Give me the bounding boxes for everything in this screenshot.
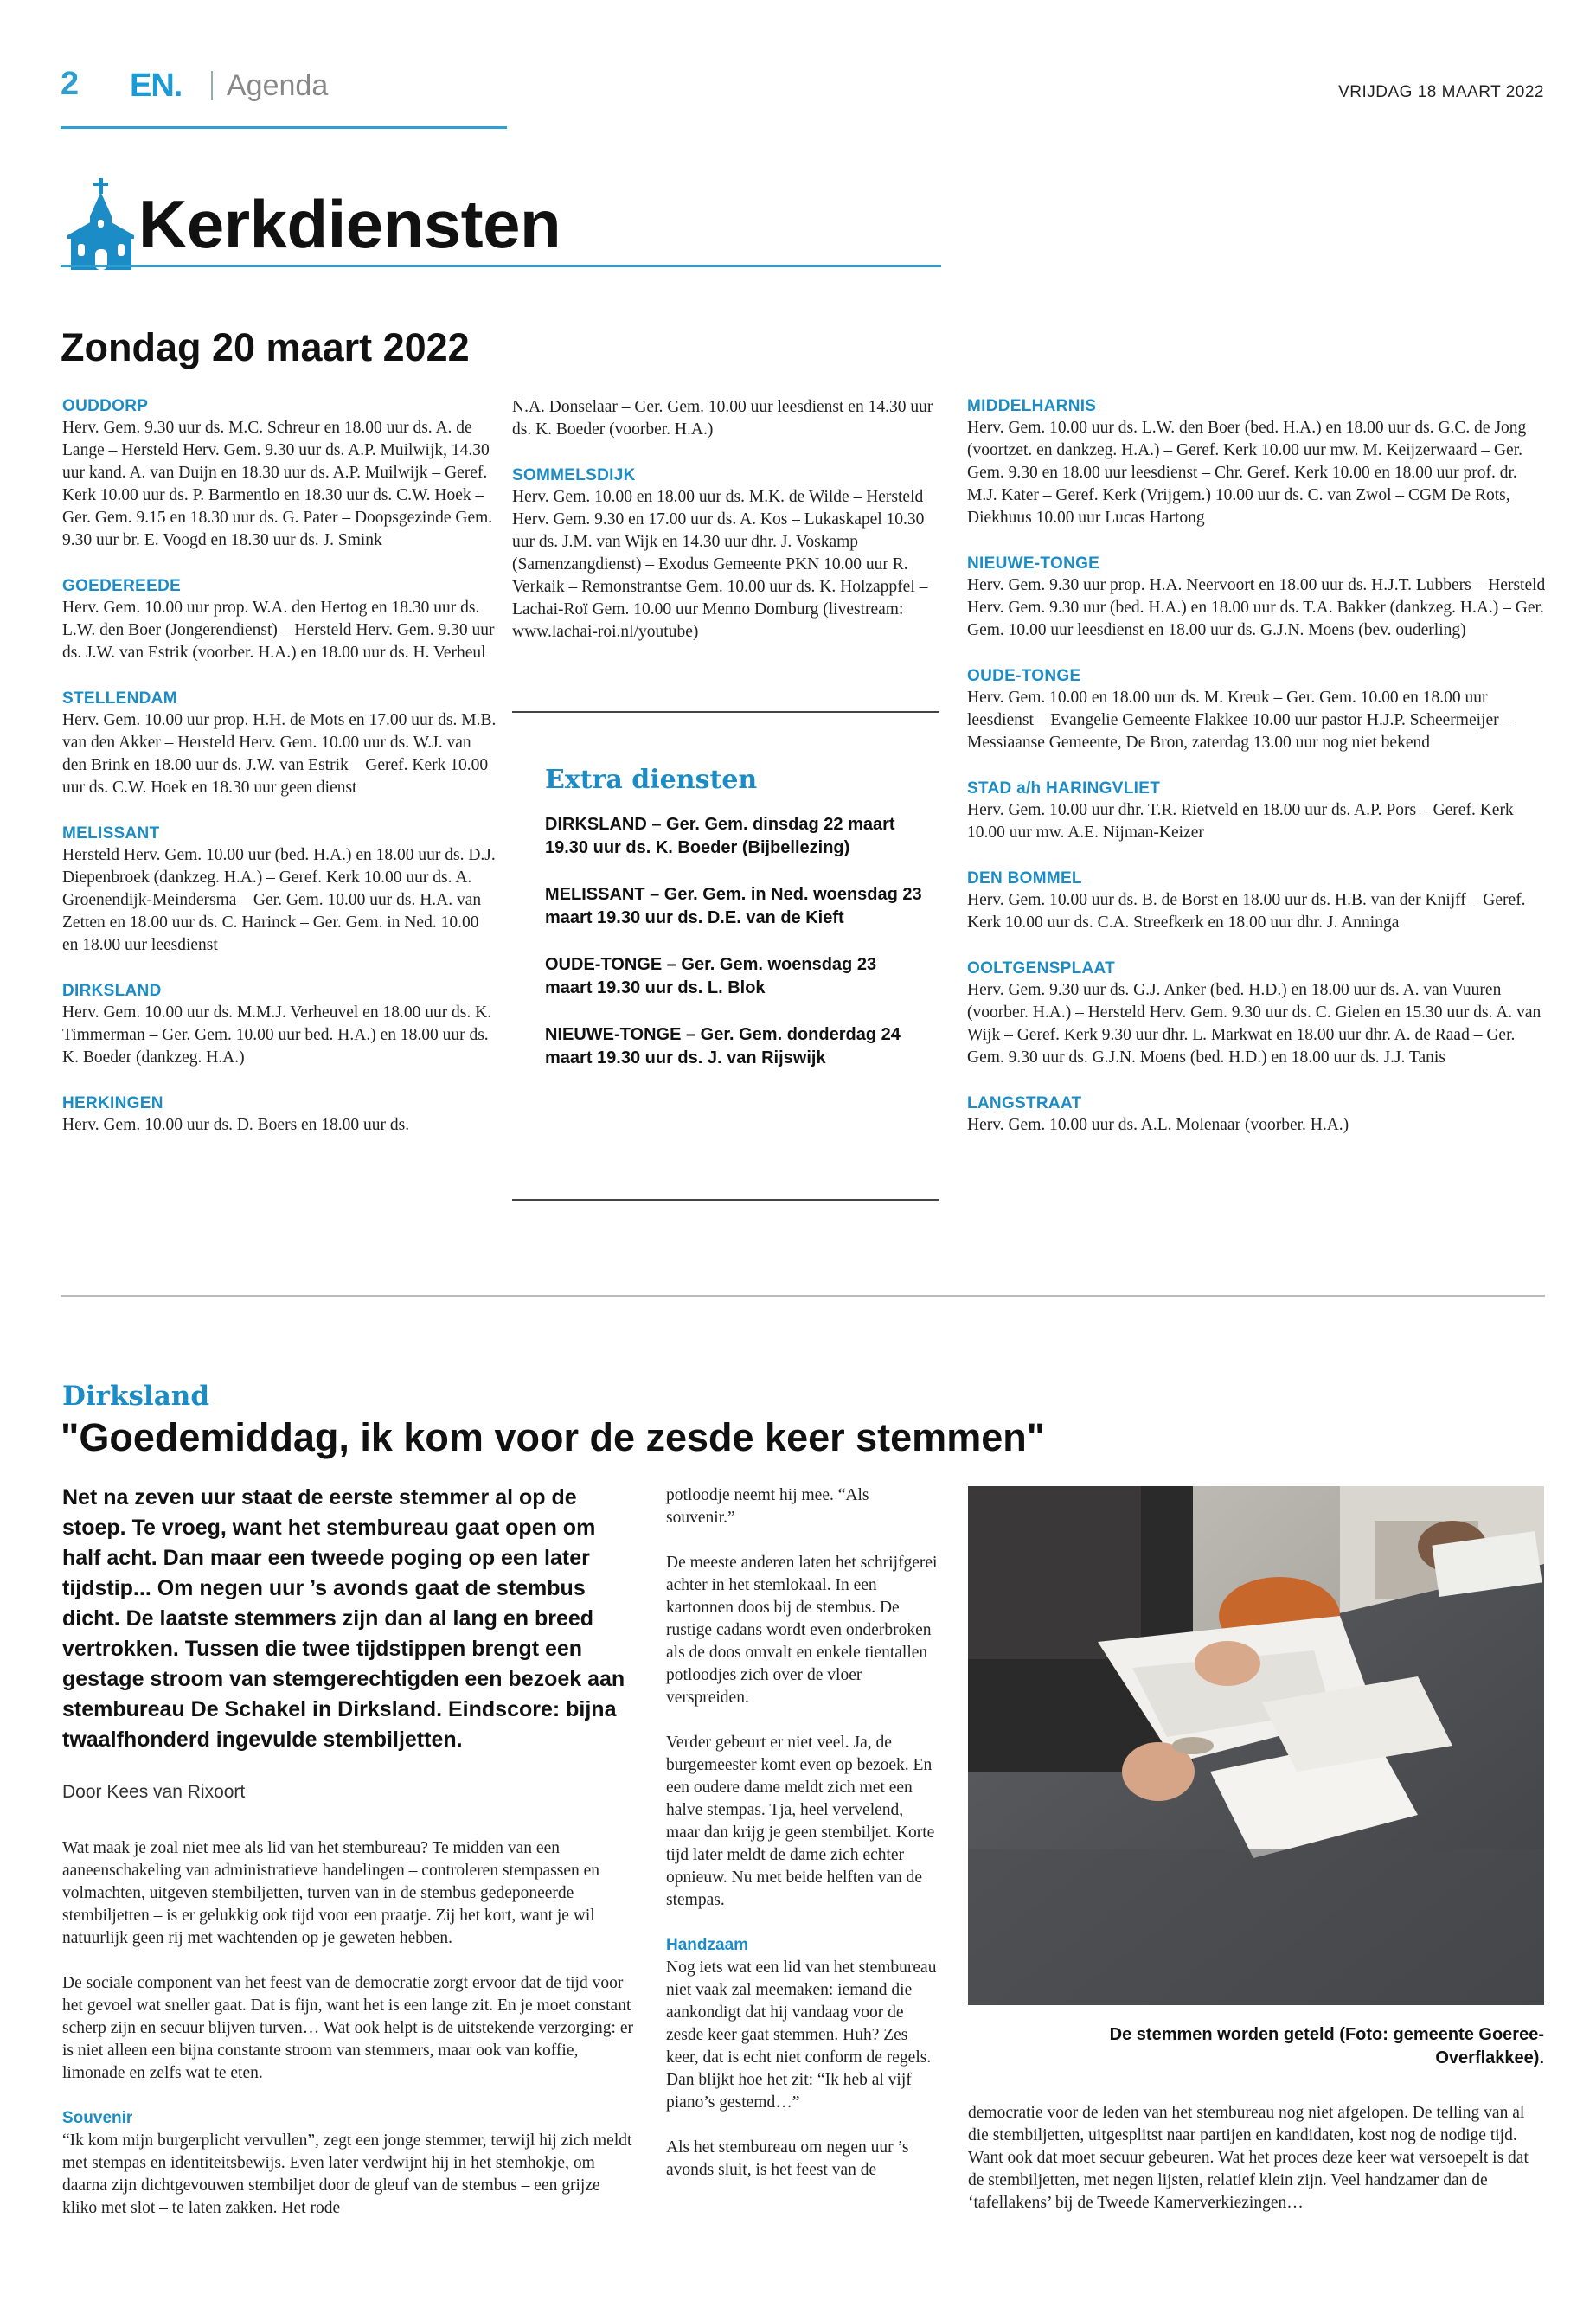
header-divider xyxy=(211,71,213,100)
service-text: Herv. Gem. 10.00 uur prop. W.A. den Hertog en 18.30 uur ds. L.W. den Boer (Jongerendienst) – Hersteld Herv. Gem. 9.30 uur ds. J.W. van Estrik (voorber. H.A.) en 18.00 uur ds. H. Verheul xyxy=(62,599,495,662)
place-name: MELISSANT xyxy=(62,824,160,843)
page-date: VRIJDAG 18 MAART 2022 xyxy=(1338,83,1544,101)
place-name: STAD a/h HARINGVLIET xyxy=(967,779,1161,798)
place-name: MIDDELHARNIS xyxy=(967,397,1097,415)
article-kicker: Dirksland xyxy=(62,1381,210,1412)
header-rule xyxy=(61,126,507,129)
section-label: Agenda xyxy=(227,69,329,102)
place-name: DIRKSLAND xyxy=(62,982,162,1000)
article-column-2 xyxy=(666,1484,939,2204)
article-paragraph: Verder gebeurt er niet veel. Ja, de burgemeester komt even op bezoek. En een oudere dame meldt zich met een halve stempas. Tja, heel vervelend, maar dan krijg je geen stembiljet. Korte tijd later meldt de dame zich echter opnieuw. Nu met beide helften van de stempas. xyxy=(666,1734,935,1909)
service-text: Herv. Gem. 9.30 uur ds. M.C. Schreur en 18.00 uur ds. A. de Lange – Hersteld Herv. Gem. 9.30 uur ds. A.P. Muilwijk, 14.30 uur kand. A. van Duijn en 18.30 uur ds. A.P. Muilwijk – Geref. Kerk 10.00 uur ds. P. Barmentlo en 18.30 uur ds. C.W. Hoek – Ger. Gem. 9.15 en 18.30 uur ds. G. Pater – Doopsgezinde Gem. 9.30 uur br. E. Voogd en 18.30 uur ds. J. Smink xyxy=(62,419,493,549)
service-text: Herv. Gem. 10.00 uur dhr. T.R. Rietveld en 18.00 uur ds. A.P. Pors – Geref. Kerk 10.00 uur mw. A.E. Nijman-Keizer xyxy=(967,801,1514,842)
service-text: Herv. Gem. 10.00 uur ds. A.L. Molenaar (voorber. H.A.) xyxy=(967,1116,1349,1134)
services-column-1 xyxy=(62,396,497,1137)
article-subhead: Handzaam xyxy=(666,1936,749,1954)
place-name: OOLTGENSPLAAT xyxy=(967,959,1116,977)
title-rule xyxy=(61,265,941,267)
place-name: OUDDORP xyxy=(62,397,149,415)
service-text: Herv. Gem. 10.00 uur ds. M.M.J. Verheuvel en 18.00 uur ds. K. Timmerman – Ger. Gem. 10.00 uur bed. H.A.) en 18.00 uur ds. K. Boeder (dankzeg. H.A.) xyxy=(62,1003,492,1067)
extra-services-list xyxy=(545,813,926,1093)
service-text: Hersteld Herv. Gem. 10.00 uur (bed. H.A.) en 18.00 uur ds. D.J. Diepenbroek (dankzeg. H.A.) – Geref. Kerk 10.00 uur ds. A. Groenendijk-Meindersma – Ger. Gem. 10.00 uur ds. H.A. van Zetten en 18.00 uur ds. C. Harinck – Ger. Gem. in Ned. 10.00 en 18.00 uur leesdienst xyxy=(62,846,496,954)
page-number: 2 xyxy=(61,66,79,102)
article-paragraph: De sociale component van het feest van de democratie zorgt ervoor dat de tijd voor het gevoel wat sneller gaat. Dat is fijn, want het is een lange zit. En je moet constant scherp zijn en secuur blijven turven… Wat ook helpt is de uitstekende verzorging: er is niet alleen een bijna constante stroom van stemmers, maar ook van koffie, limonade en zelfs wat te eten. xyxy=(62,1974,633,2082)
place-name: HERKINGEN xyxy=(62,1094,163,1112)
newspaper-logo: EN. xyxy=(130,67,183,104)
service-text: Herv. Gem. 9.30 uur prop. H.A. Neervoort en 18.00 uur ds. H.J.T. Lubbers – Hersteld Herv. Gem. 9.30 uur (bed. H.A.) en 18.00 uur ds. T.A. Bakker (dankzeg. H.A.) – Ger. Gem. 10.00 uur leesdienst en 18.00 uur ds. G.J.N. Moens (bev. ouderling) xyxy=(967,576,1546,639)
church-icon xyxy=(66,178,137,270)
section-divider xyxy=(61,1295,1545,1297)
article-paragraph: potloodje neemt hij mee. “Als souvenir.” xyxy=(666,1486,869,1527)
place-name: SOMMELSDIJK xyxy=(512,466,636,484)
place-name: OUDE-TONGE xyxy=(967,667,1081,685)
article-column-3 xyxy=(968,2102,1544,2214)
extra-box-bottom-rule xyxy=(512,1199,939,1201)
extra-services-title: Extra diensten xyxy=(545,765,758,795)
service-text: Herv. Gem. 10.00 en 18.00 uur ds. M. Kreuk – Ger. Gem. 10.00 en 18.00 uur leesdienst – Evangelie Gemeente Flakkee 10.00 uur pastor H.J.P. Scheermeijer – Messiaanse Gemeente, De Bron, zaterdag 13.00 uur nog niet bekend xyxy=(967,689,1512,752)
extra-service-item: DIRKSLAND – Ger. Gem. dinsdag 22 maart 19.30 uur ds. K. Boeder (Bijbellezing) xyxy=(545,815,895,857)
service-text: Herv. Gem. 9.30 uur ds. G.J. Anker (bed. H.D.) en 18.00 uur ds. A. van Vuuren (voorber. H.A.) – Hersteld Herv. Gem. 9.30 uur ds. C. Gielen en 15.30 uur ds. A. van Wijk – Geref. Kerk 9.30 uur dhr. L. Markwat en 18.00 uur dhr. A. de Raad – Ger. Gem. 9.30 uur ds. G.J.N. Moens (bed. H.D.) en 18.00 uur ds. J.J. Tanis xyxy=(967,981,1542,1067)
place-name: GOEDEREEDE xyxy=(62,577,182,595)
extra-service-item: OUDE-TONGE – Ger. Gem. woensdag 23 maart 19.30 uur ds. L. Blok xyxy=(545,955,877,997)
article-paragraph: democratie voor de leden van het stembureau nog niet afgelopen. De telling van al die stembiljetten, uitgesplitst naar partijen en kandidaten, kost nog de nodige tijd. Want ook dat moet secuur gebeuren. Wat het proces deze keer wat versoepelt is dat de stembiljetten, met negen lijsten, relatief klein zijn. Veel handzamer dan de ‘tafellakens’ bij de Tweede Kamerverkiezingen… xyxy=(968,2104,1529,2212)
photo-caption: De stemmen worden geteld (Foto: gemeente Goeree-Overflakkee). xyxy=(1109,2025,1544,2067)
service-text: Herv. Gem. 10.00 uur prop. H.H. de Mots en 17.00 uur ds. M.B. van den Akker – Hersteld Herv. Gem. 10.00 uur ds. W.J. van den Brink en 18.00 uur ds. J.W. van Estrik – Geref. Kerk 10.00 uur ds. C.W. Hoek en 18.30 uur geen dienst xyxy=(62,711,497,797)
article-subhead: Souvenir xyxy=(62,2109,133,2127)
place-name: NIEUWE-TONGE xyxy=(967,554,1100,573)
extra-box-top-rule xyxy=(512,711,939,713)
service-text: Herv. Gem. 10.00 uur ds. L.W. den Boer (bed. H.A.) en 18.00 uur ds. G.C. de Jong (voortzet. en dankzeg. H.A.) – Geref. Kerk 10.00 uur mw. M. Keijzerwaard – Ger. Gem. 9.30 en 18.00 uur leesdienst – Chr. Geref. Kerk 10.00 en 18.00 uur prof. dr. M.J. Kater – Geref. Kerk (Vrijgem.) 10.00 uur ds. C. van Zwol – CGM De Rots, Diekhuus 10.00 uur Lucas Hartong xyxy=(967,419,1527,527)
service-text: Herv. Gem. 10.00 en 18.00 uur ds. M.K. de Wilde – Hersteld Herv. Gem. 9.30 en 17.00 uur ds. A. Kos – Lukaskapel 10.30 uur ds. J.M. van Wijk en 14.30 uur dhr. J. Voskamp (Samenzangdienst) – Exodus Gemeente PKN 10.00 uur R. Verkaik – Remonstrantse Gem. 10.00 uur ds. K. Holzappfel – Lachai-Roï Gem. 10.00 uur Menno Domburg (livestream: www.lachai-roi.nl/youtube) xyxy=(512,488,928,641)
page-title: Kerkdiensten xyxy=(138,186,561,262)
article-intro: Net na zeven uur staat de eerste stemmer al op de stoep. Te vroeg, want het stembureau gaat open om half acht. Dan maar een tweede poging op een later tijdstip... Om negen uur ’s avonds gaat de stembus dicht. De laatste stemmers zijn dan al lang en breed vertrokken. Tussen die twee tijdstippen brengt een gestage stroom van stemgerechtigden een bezoek aan stembureau De Schakel in Dirksland. Eindscore: bijna twaalfhonderd ingevulde stembiljetten. xyxy=(62,1485,625,1752)
services-column-3 xyxy=(967,396,1547,1137)
place-name: LANGSTRAAT xyxy=(967,1094,1082,1112)
article-paragraph: Als het stembureau om negen uur ’s avonds sluit, is het feest van de xyxy=(666,2138,909,2179)
article-column-1 xyxy=(62,1837,637,2242)
article-paragraph: Nog iets wat een lid van het stembureau niet vaak zal meemaken: iemand die aankondigt dat hij vandaag voor de zesde keer gaat stemmen. Huh? Zes keer, dat is echt niet conform de regels. Dan blijkt hoe het zit: “Ik heb al vijf piano’s gestemd…” xyxy=(666,1958,937,2112)
extra-service-item: NIEUWE-TONGE – Ger. Gem. donderdag 24 maart 19.30 uur ds. J. van Rijswijk xyxy=(545,1025,901,1067)
extra-service-item: MELISSANT – Ger. Gem. in Ned. woensdag 23 maart 19.30 uur ds. D.E. van de Kieft xyxy=(545,885,922,927)
place-name: DEN BOMMEL xyxy=(967,869,1082,888)
service-text: N.A. Donselaar – Ger. Gem. 10.00 uur leesdienst en 14.30 uur ds. K. Boeder (voorber. H.A.) xyxy=(512,398,933,439)
article-photo xyxy=(968,1486,1544,2005)
article-paragraph: Wat maak je zoal niet mee als lid van het stembureau? Te midden van een aaneenschakeling van administratieve handelingen – controleren stempassen en volmachten, uitgeven stembiljetten, turven van in de stembus gedeponeerde stembiljetten – is er gelukkig ook tijd voor een praatje. Zij het kort, want je wil natuurlijk geen rij met wachtenden op je geweten hebben. xyxy=(62,1839,600,1947)
article-headline: "Goedemiddag, ik kom voor de zesde keer stemmen" xyxy=(61,1415,1046,1459)
services-column-2 xyxy=(512,396,941,644)
article-paragraph: De meeste anderen laten het schrijfgerei achter in het stemlokaal. In een kartonnen doos bij de stembus. De rustige cadans wordt even onderbroken als de doos omvalt en enkele tientallen potloodjes zich over de vloer verspreiden. xyxy=(666,1554,938,1707)
article-paragraph: “Ik kom mijn burgerplicht vervullen”, zegt een jonge stemmer, terwijl hij zich meldt met stempas en identiteitsbewijs. Even later verdwijnt hij in het stemhokje, om daarna zijn dichtgevouwen stembiljet door de gleuf van de stembus – een grijze kliko met slot – te laten zakken. Het rode xyxy=(62,2131,632,2217)
date-heading: Zondag 20 maart 2022 xyxy=(61,325,470,369)
article-byline: Door Kees van Rixoort xyxy=(62,1782,246,1802)
place-name: STELLENDAM xyxy=(62,689,177,708)
service-text: Herv. Gem. 10.00 uur ds. B. de Borst en 18.00 uur ds. H.B. van der Knijff – Geref. Kerk 10.00 uur ds. C.A. Streefkerk en 18.00 uur dhr. J. Anninga xyxy=(967,891,1526,932)
service-text: Herv. Gem. 10.00 uur ds. D. Boers en 18.00 uur ds. xyxy=(62,1116,410,1134)
